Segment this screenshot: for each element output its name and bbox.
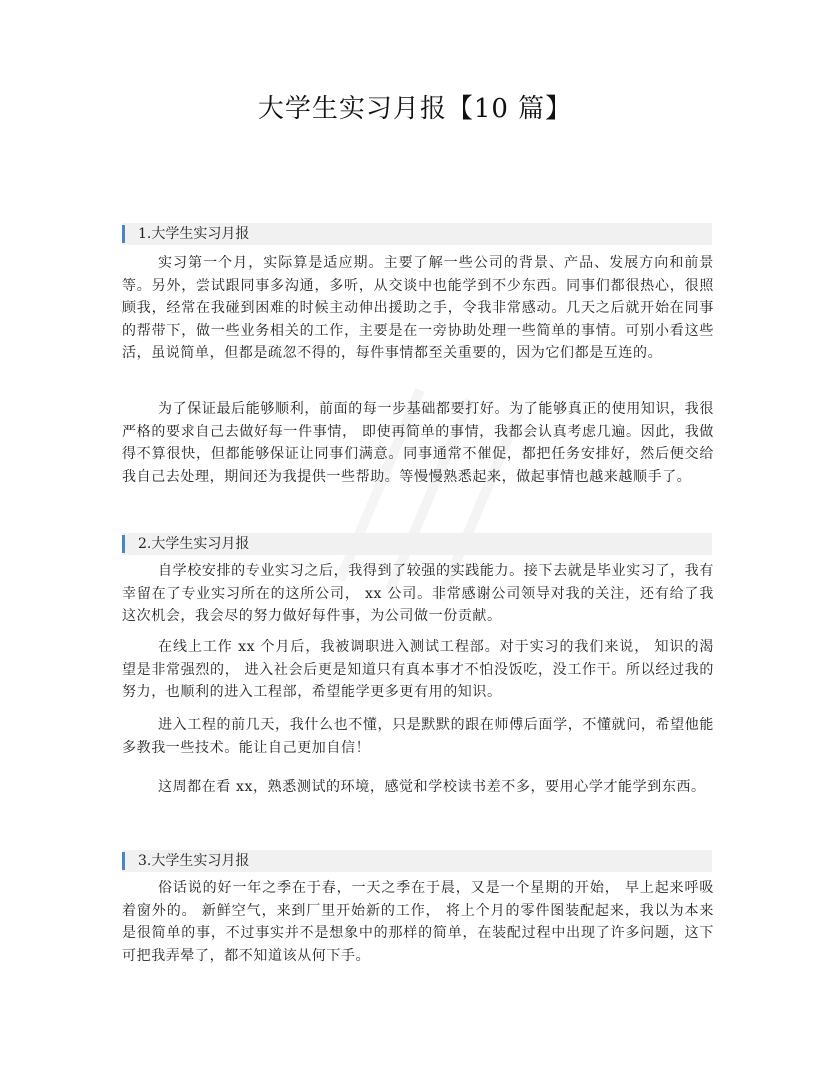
section-heading-2 [122,533,712,555]
section-heading-label: 1.大学生实习月报 [138,226,250,242]
section-heading-1 [122,223,712,245]
section-heading-label: 2.大学生实习月报 [138,536,250,552]
paragraph: 为了保证最后能够顺利，前面的每一步基础都要打好。为了能够真正的使用知识，我很严格的要求自己去做好每一件事情， 即使再简单的事情，我都会认真考虑几遍。因此，我做得不算很快，但都能够保证让同事们满意。同事通常不催促，都把任务安排好，然后便交给我自己去处理，期间还为我提供一些帮助。等慢慢熟悉起来，做起事情也越来越顺手了。 [122,401,714,485]
paragraph: 俗话说的好一年之季在于春，一天之季在于晨，又是一个星期的开始， 早上起来呼吸着窗外的。 新鲜空气，来到厂里开始新的工作， 将上个月的零件图装配起来，我以为本来是很简单的事，不过事实并不是想象中的那样的简单，在装配过程中出现了许多问题，这下可把我弄晕了，都不知道该从何下手。 [122,880,714,964]
paragraph: 进入工程的前几天，我什么也不懂，只是默默的跟在师傅后面学，不懂就问，希望他能多教我一些技术。能让自己更加自信！ [122,717,714,756]
section-accent-bar [122,852,125,870]
section-accent-bar [122,225,125,243]
paragraph: 自学校安排的专业实习之后，我得到了较强的实践能力。接下去就是毕业实习了，我有幸留在了专业实习所在的这所公司， xx 公司。非常感谢公司领导对我的关注，还有给了我这次机会，我会尽的努力做好每件事，为公司做一份贡献。 [122,563,714,625]
section-heading-label: 3.大学生实习月报 [138,853,250,869]
paragraph: 在线上工作 xx 个月后，我被调职进入测试工程部。对于实习的我们来说， 知识的渴望是非常强烈的， 进入社会后更是知道只有真本事才不怕没饭吃，没工作干。所以经过我的努力，也顺利的进入工程部，希望能学更多更有用的知识。 [122,639,714,701]
paragraph: 这周都在看 xx，熟悉测试的环境，感觉和学校读书差不多，要用心学才能学到东西。 [158,779,706,795]
paragraph: 实习第一个月，实际算是适应期。主要了解一些公司的背景、产品、发展方向和前景等。另外，尝试跟同事多沟通，多听，从交谈中也能学到不少东西。同事们都很热心，很照顾我，经常在我碰到困难的时候主动伸出援助之手，令我非常感动。几天之后就开始在同事的帮带下，做一些业务相关的工作，主要是在一旁协助处理一些简单的事情。可别小看这些活，虽说简单，但都是疏忽不得的，每件事情都至关重要的，因为它们都是互连的。 [122,255,714,362]
section-accent-bar [122,535,125,553]
page-title: 大学生实习月报【10 篇】 [257,94,573,124]
section-heading-3 [122,850,712,872]
